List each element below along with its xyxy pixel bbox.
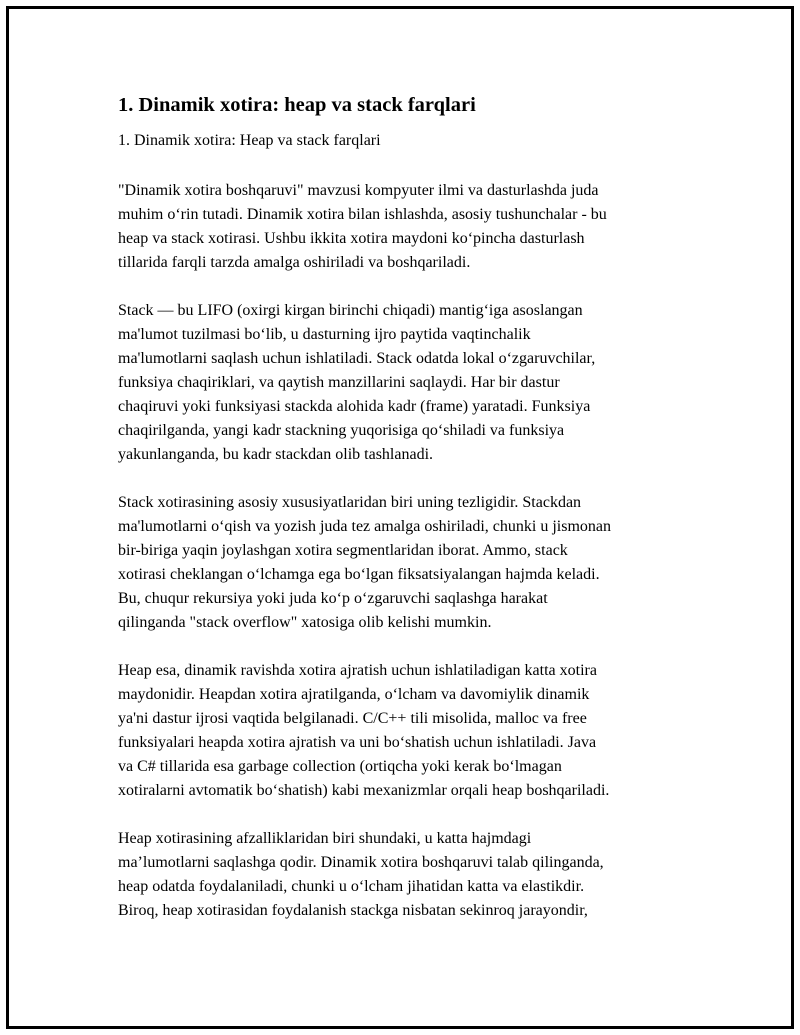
text-line: "Dinamik xotira boshqaruvi" mavzusi kompyuter ilmi va dasturlashda juda xyxy=(118,182,599,199)
text-line: heap va stack xotirasi. Ushbu ikkita xotira maydoni ko‘pincha dasturlash xyxy=(118,230,585,247)
paragraph-heap-definition xyxy=(118,659,688,803)
text-line: ma'lumotlarni o‘qish va yozish juda tez amalga oshiriladi, chunki u jismonan xyxy=(118,518,611,535)
text-line: qilinganda "stack overflow" xatosiga olib kelishi mumkin. xyxy=(118,614,492,631)
text-line: Biroq, heap xotirasidan foydalanish stackga nisbatan sekinroq jarayondir, xyxy=(118,902,588,919)
text-line: Heap esa, dinamik ravishda xotira ajratish uchun ishlatiladigan katta xotira xyxy=(118,662,597,679)
document-body xyxy=(118,92,688,947)
text-line: xotiralarni avtomatik bo‘shatish) kabi mexanizmlar orqali heap boshqariladi. xyxy=(118,782,610,799)
text-line: bir-biriga yaqin joylashgan xotira segmentlaridan iborat. Ammo, stack xyxy=(118,542,568,559)
text-line: xotirasi cheklangan o‘lchamga ega bo‘lgan fiksatsiyalangan hajmda keladi. xyxy=(118,566,600,583)
text-line: yakunlanganda, bu kadr stackdan olib tashlanadi. xyxy=(118,446,434,463)
document-subtitle: 1. Dinamik xotira: Heap va stack farqlari xyxy=(118,132,381,149)
text-line: funksiya chaqiriklari, va qaytish manzillarini saqlaydi. Har bir dastur xyxy=(118,374,560,391)
text-line: chaqirilganda, yangi kadr stackning yuqorisiga qo‘shiladi va funksiya xyxy=(118,422,565,439)
text-line: Stack — bu LIFO (oxirgi kirgan birinchi chiqadi) mantig‘iga asoslangan xyxy=(118,302,583,319)
text-line: heap odatda foydalaniladi, chunki u o‘lcham jihatidan katta va elastikdir. xyxy=(118,878,585,895)
paragraph-stack-definition xyxy=(118,299,688,467)
paragraph-stack-speed xyxy=(118,491,688,635)
paragraph-intro xyxy=(118,179,688,275)
text-line: Heap xotirasining afzalliklaridan biri shundaki, u katta hajmdagi xyxy=(118,830,532,847)
text-line: tillarida farqli tarzda amalga oshiriladi va boshqariladi. xyxy=(118,254,471,271)
paragraph-heap-advantages xyxy=(118,827,688,923)
text-line: va C# tillarida esa garbage collection (ortiqcha yoki kerak bo‘lmagan xyxy=(118,758,562,775)
text-line: ma'lumotlarni saqlash uchun ishlatiladi. Stack odatda lokal o‘zgaruvchilar, xyxy=(118,350,596,367)
text-line: muhim o‘rin tutadi. Dinamik xotira bilan ishlashda, asosiy tushunchalar - bu xyxy=(118,206,607,223)
text-line: ma’lumotlarni saqlashga qodir. Dinamik xotira boshqaruvi talab qilinganda, xyxy=(118,854,604,871)
text-line: Bu, chuqur rekursiya yoki juda ko‘p o‘zgaruvchi saqlashga harakat xyxy=(118,590,548,607)
text-line: ma'lumot tuzilmasi bo‘lib, u dasturning ijro paytida vaqtinchalik xyxy=(118,326,531,343)
text-line: ya'ni dastur ijrosi vaqtida belgilanadi. C/C++ tili misolida, malloc va free xyxy=(118,710,587,727)
text-line: funksiyalari heapda xotira ajratish va uni bo‘shatish uchun ishlatiladi. Java xyxy=(118,734,597,751)
text-line: Stack xotirasining asosiy xususiyatlaridan biri uning tezligidir. Stackdan xyxy=(118,494,582,511)
document-heading: 1. Dinamik xotira: heap va stack farqlari xyxy=(118,94,476,116)
text-line: maydonidir. Heapdan xotira ajratilganda, o‘lcham va davomiylik dinamik xyxy=(118,686,590,703)
text-line: chaqiruvi yoki funksiyasi stackda alohida kadr (frame) yaratadi. Funksiya xyxy=(118,398,591,415)
